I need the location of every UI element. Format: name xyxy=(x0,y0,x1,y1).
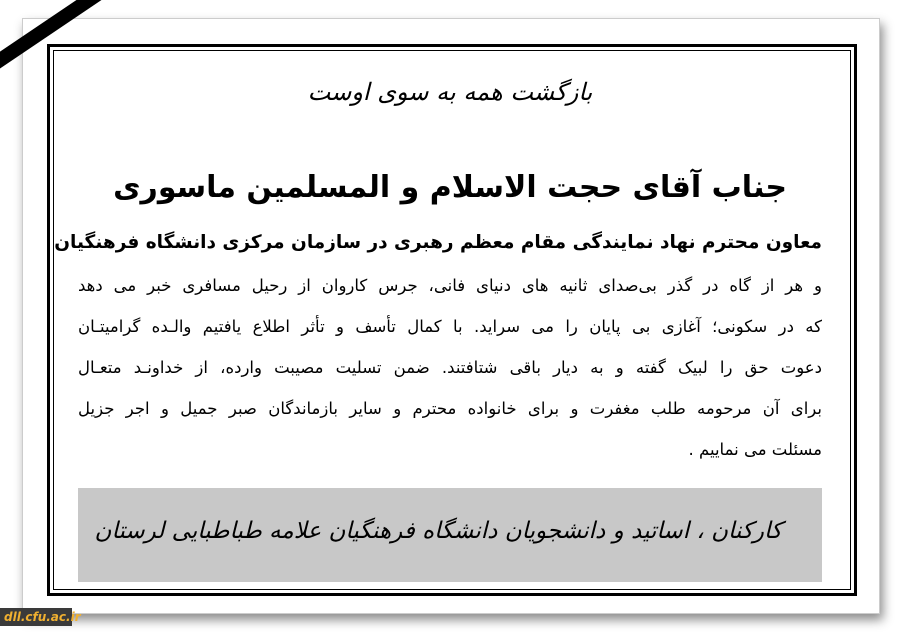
body-line: که در سکونی؛ آغازی بی پایان را می سراید. با کمال تأسف و تأثر اطلاع یافتیم والـده گرامیتـان xyxy=(78,317,822,336)
body-line: و هر از گاه در گذر بی‌صدای ثانیه های دنیای فانی، جرس کاروان از رحیل مسافری خبر می دهد xyxy=(78,276,822,295)
notice-body xyxy=(78,265,822,470)
motto: بازگشت همه به سوی اوست xyxy=(307,78,593,106)
body-line: برای آن مرحومه طلب مغفرت و برای خانواده محترم و سایر بازماندگان صبر جمیل و اجر جزیل xyxy=(78,399,822,418)
body-line: دعوت حق را لبیک گفته و به دیار باقی شتافتند. ضمن تسلیت مصیبت وارده، از خداونـد متعـال xyxy=(78,358,822,377)
position-line: معاون محترم نهاد نمایندگی مقام معظم رهبری در سازمان مرکزی دانشگاه فرهنگیان xyxy=(54,232,822,253)
watermark-link[interactable]: dll.cfu.ac.ir xyxy=(0,608,72,626)
signature-box xyxy=(78,488,822,582)
deceased-title: جناب آقای حجت الاسلام و المسلمین ماسوری xyxy=(113,170,787,205)
body-line: مسئلت می نماییم . xyxy=(688,440,822,459)
signature-text: کارکنان ، اساتید و دانشجویان دانشگاه فرهنگیان علامه طباطبایی لرستان xyxy=(94,518,782,544)
